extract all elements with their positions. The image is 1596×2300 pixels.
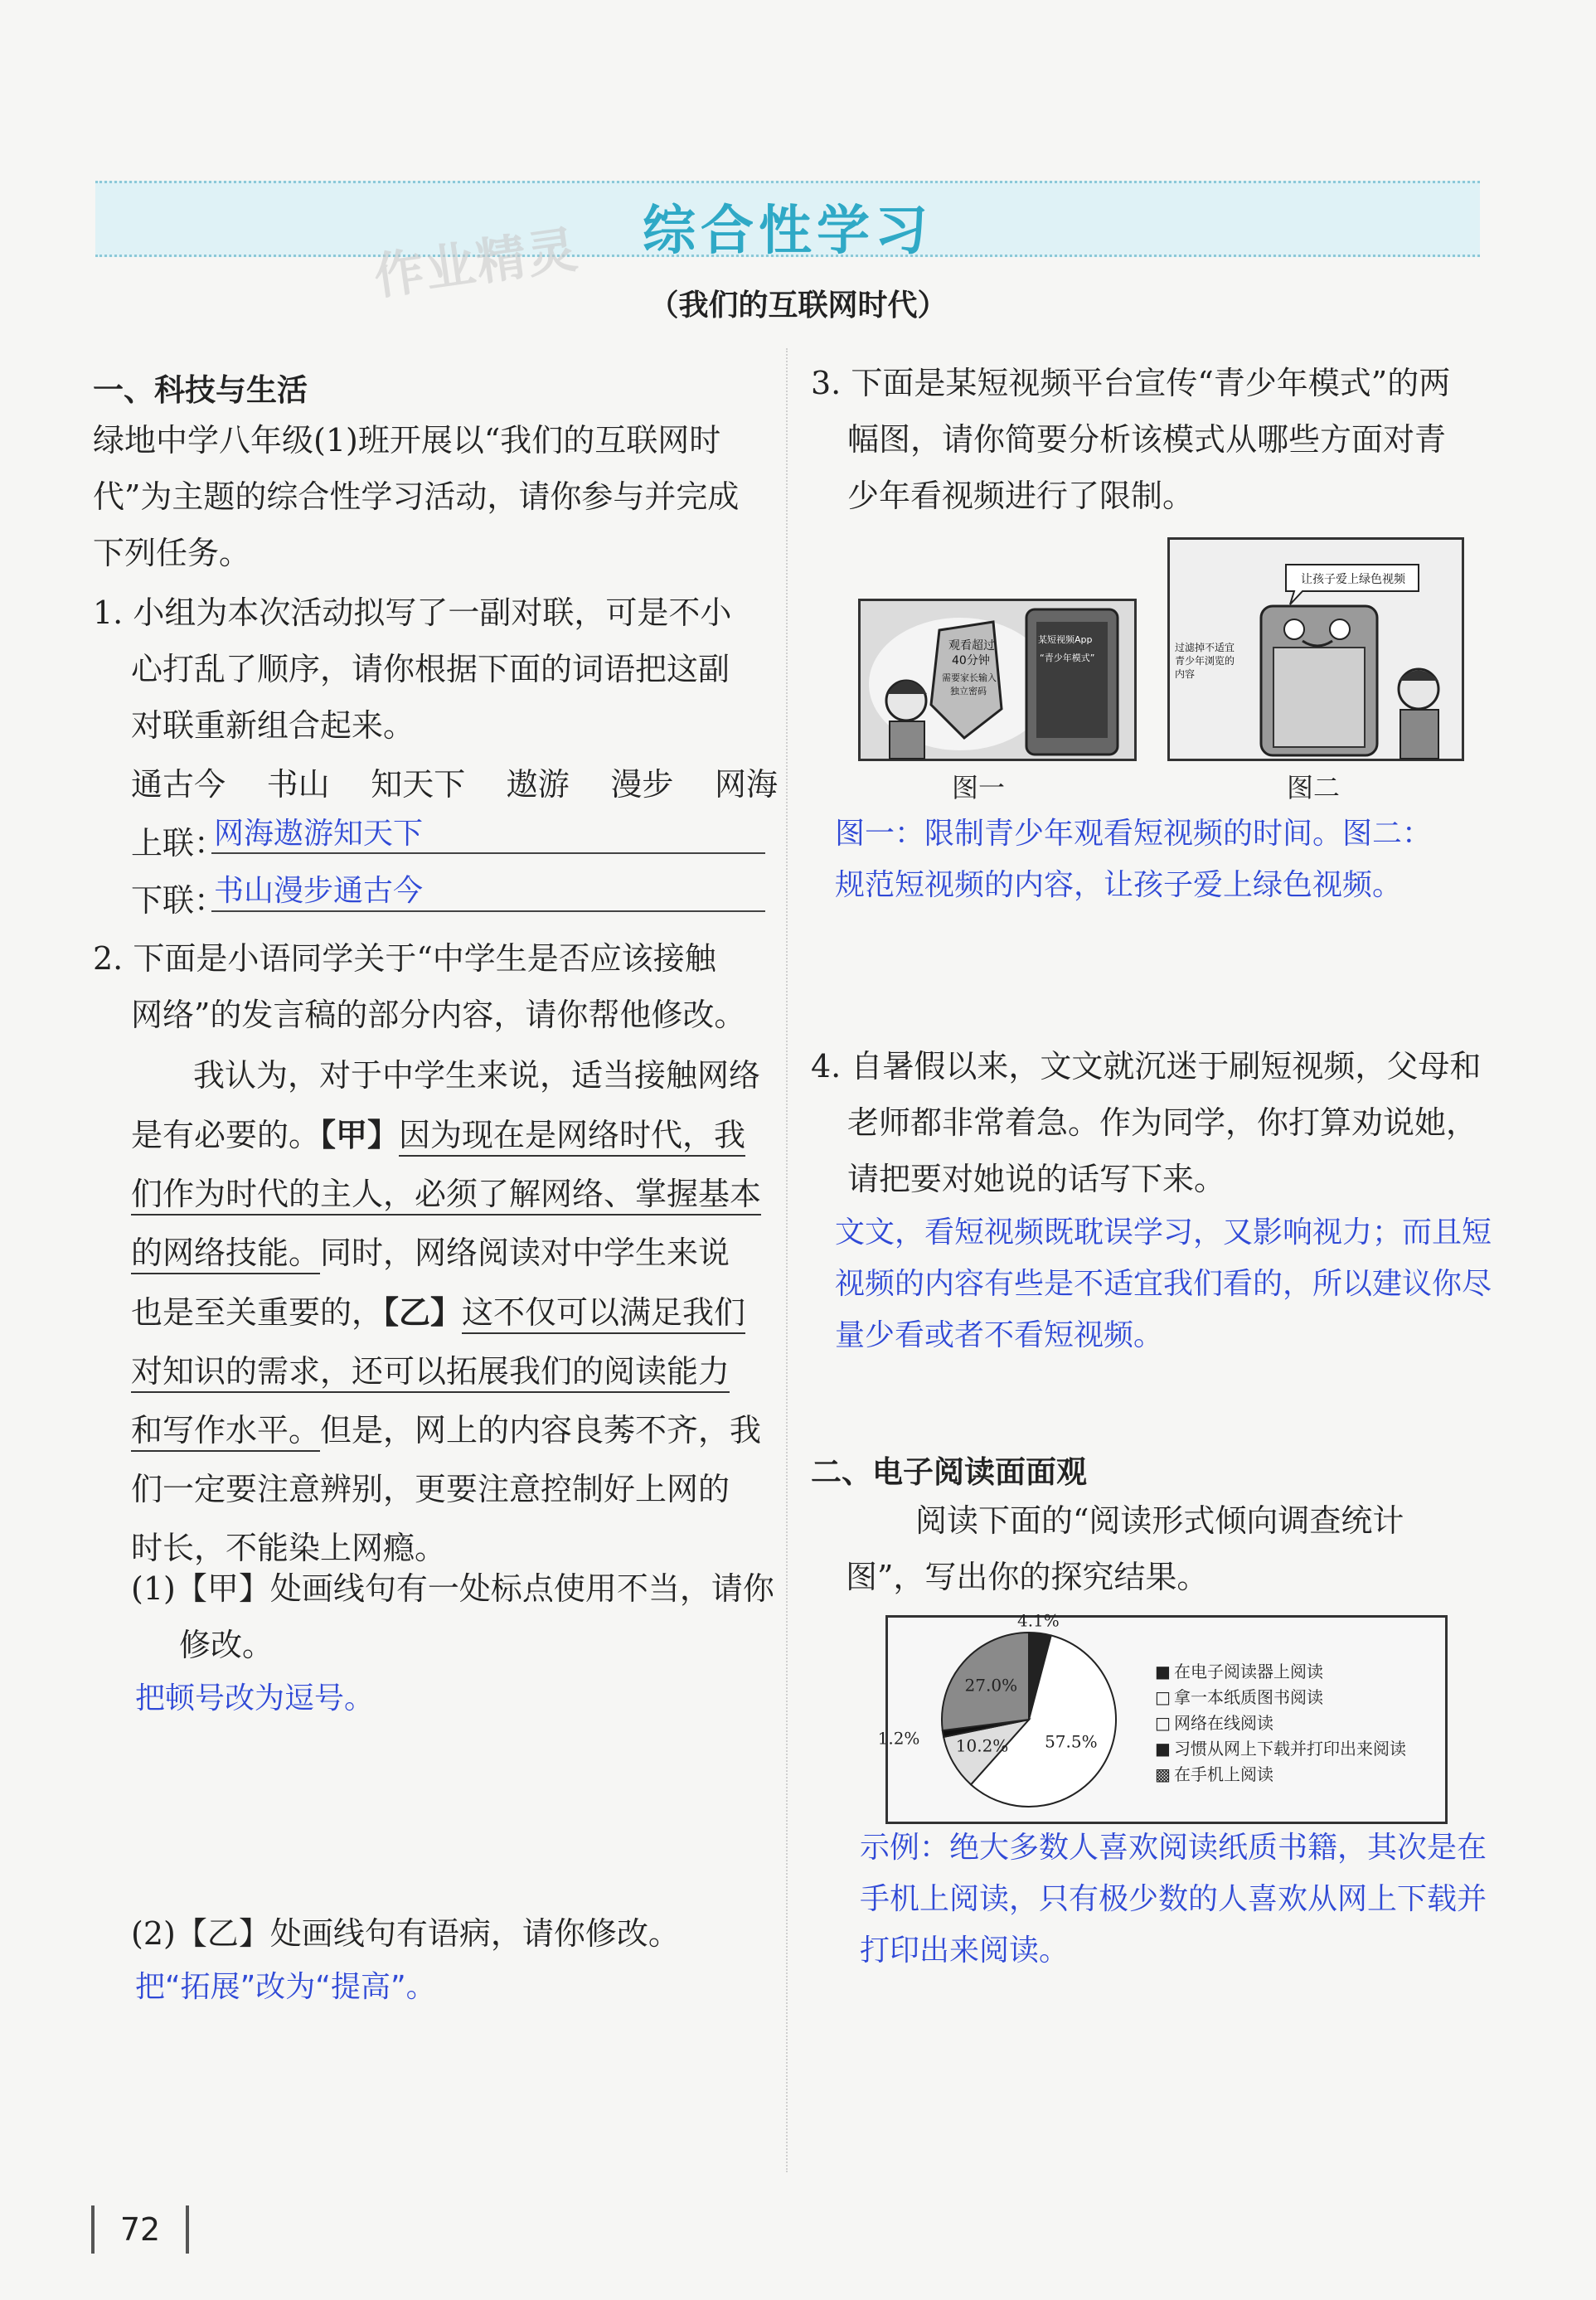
- answer-line: 图一：限制青少年观看短视频的时间。图二：: [835, 817, 1433, 851]
- word-bank: [131, 756, 778, 813]
- sub-question-1: [131, 1560, 778, 1673]
- question-line: 网络”的发言稿的部分内容，请你帮他修改。: [131, 997, 746, 1033]
- intro-line: 阅读下面的“阅读形式倾向调查统计: [915, 1502, 1404, 1539]
- fig1-text: 需要家长输入: [942, 672, 997, 683]
- legend-label: 在电子阅读器上阅读: [1174, 1662, 1323, 1681]
- figure-2-cartoon: [1170, 540, 1462, 759]
- intro-paragraph: [93, 412, 773, 581]
- answer-line: 手机上阅读，只有极少数的人喜欢从网上下载并: [860, 1882, 1487, 1916]
- intro-line: 下列任务。: [93, 535, 251, 571]
- sub-question-2: (2)【乙】处画线句有语病，请你修改。: [131, 1915, 680, 1952]
- subtitle: （我们的互联网时代）: [648, 289, 948, 323]
- word-item: 遨游: [506, 766, 570, 803]
- speech-line: 是有必要的。【甲】因为现在是网络时代，我: [131, 1105, 778, 1165]
- pie-value-label: 4.1%: [1016, 1610, 1060, 1631]
- speech-line: 我认为，对于中学生来说，适当接触网络: [193, 1057, 761, 1094]
- question-line: 4. 自暑假以来，文文就沉迷于刷短视频，父母和: [811, 1048, 1482, 1084]
- fig1-text: 独立密码: [950, 686, 987, 696]
- answer-line: 规范短视频的内容，让孩子爱上绿色视频。: [835, 868, 1403, 902]
- legend-marker: □: [1155, 1687, 1171, 1707]
- question-line: 1. 小组为本次活动拟写了一副对联，可是不小: [93, 594, 732, 631]
- legend-marker: ▩: [1155, 1764, 1171, 1784]
- question-line: 少年看视频进行了限制。: [847, 478, 1195, 514]
- figure-1-image: [858, 599, 1137, 761]
- figure-1-caption: 图一: [952, 772, 1006, 803]
- pie-value-label: 57.5%: [1045, 1731, 1098, 1752]
- legend-marker: □: [1155, 1713, 1171, 1733]
- fig1-text: 某短视频App: [1038, 634, 1093, 645]
- speech-line: 时长，不能染上网瘾。: [131, 1530, 447, 1566]
- legend-label: 拿一本纸质图书阅读: [1174, 1687, 1323, 1707]
- word-item: 网海: [714, 766, 778, 803]
- answer-line: 示例：绝大多数人喜欢阅读纸质书籍，其次是在: [860, 1831, 1487, 1865]
- fig1-text: 40分钟: [952, 654, 990, 667]
- section-2-intro: [846, 1492, 1509, 1605]
- question-line: (1)【甲】处画线句有一处标点使用不当，请你: [131, 1570, 774, 1607]
- page-title: 综合性学习: [643, 201, 933, 262]
- question-4: [811, 1038, 1499, 1207]
- pie-value-label: 27.0%: [964, 1675, 1018, 1696]
- pie-value-label: 10.2%: [955, 1735, 1009, 1756]
- intro-line: 绿地中学八年级(1)班开展以“我们的互联网时: [93, 422, 721, 459]
- fig2-text: 青少年浏览的: [1175, 655, 1235, 667]
- answer-line: 文文，看短视频既耽误学习，又影响视力；而且短: [835, 1216, 1492, 1249]
- speech-line: 也是至关重要的，【乙】这不仅可以满足我们: [131, 1283, 778, 1342]
- page-number-box: [91, 2205, 189, 2254]
- answer-3: [835, 808, 1498, 911]
- answer-1: 把顿号改为逗号。: [135, 1681, 375, 1715]
- fig1-text: 观看超过: [948, 639, 995, 653]
- upper-couplet-answer: 网海遨游知天下: [214, 817, 424, 851]
- title-banner: [95, 181, 1480, 262]
- word-item: 通古今: [131, 766, 226, 803]
- question-line: 3. 下面是某短视频平台宣传“青少年模式”的两: [811, 365, 1451, 401]
- answer-5: [860, 1822, 1573, 1977]
- section-2-heading: 二、电子阅读面面观: [811, 1454, 1087, 1490]
- fig2-text: 让孩子爱上绿色视频: [1301, 573, 1405, 586]
- legend-marker: ■: [1155, 1739, 1171, 1759]
- legend-marker: ■: [1155, 1662, 1171, 1681]
- word-item: 知天下: [371, 766, 466, 803]
- answer-line: 打印出来阅读。: [860, 1934, 1070, 1968]
- word-item: 漫步: [610, 766, 674, 803]
- legend-label: 习惯从网上下载并打印出来阅读: [1174, 1739, 1406, 1759]
- question-line: 心打乱了顺序，请你根据下面的词语把这副: [131, 651, 730, 687]
- question-line: 幅图，请你简要分析该模式从哪些方面对青: [847, 421, 1447, 458]
- answer-4: [835, 1207, 1548, 1361]
- legend-label: 网络在线阅读: [1174, 1713, 1273, 1733]
- fig2-text: 内容: [1175, 668, 1196, 680]
- speech-excerpt: [131, 1046, 778, 1578]
- upper-couplet-label: 上联：: [131, 825, 226, 861]
- lower-couplet-label: 下联：: [131, 882, 226, 919]
- section-1-heading: 一、科技与生活: [93, 372, 308, 408]
- pie-chart-svg: [877, 1610, 1445, 1822]
- question-line: 请把要对她说的话写下来。: [847, 1161, 1226, 1197]
- question-3: [811, 355, 1499, 524]
- answer-2: 把“拓展”改为“提高”。: [135, 1970, 436, 2004]
- page-number: 72: [119, 2211, 161, 2248]
- watermark: 作业精灵: [371, 221, 583, 307]
- speech-line: 们作为时代的主人，必须了解网络、掌握基本: [131, 1165, 778, 1224]
- answer-line: 视频的内容有些是不适宜我们看的，所以建议你尽: [835, 1267, 1492, 1301]
- figure-2-caption: 图二: [1287, 772, 1341, 803]
- question-2: [93, 930, 773, 1043]
- speech-line: 们一定要注意辨别，更要注意控制好上网的: [131, 1471, 730, 1507]
- question-line: 2. 下面是小语同学关于“中学生是否应该接触: [93, 940, 716, 977]
- speech-line: 的网络技能。同时，网络阅读对中学生来说: [131, 1224, 778, 1283]
- fig2-text: 过滤掉不适宜: [1175, 642, 1235, 653]
- figure-1-cartoon: [861, 601, 1134, 759]
- question-line: 老师都非常着急。作为同学，你打算劝说她，: [847, 1104, 1478, 1141]
- lower-couplet-answer: 书山漫步通古今: [214, 874, 424, 908]
- word-item: 书山: [266, 766, 330, 803]
- column-divider: [786, 348, 788, 2172]
- pie-value-label: 1.2%: [877, 1728, 920, 1749]
- figure-2-image: [1167, 537, 1464, 761]
- intro-line: 代”为主题的综合性学习活动，请你参与并完成: [93, 478, 740, 515]
- question-line: 对联重新组合起来。: [131, 707, 415, 744]
- question-line: 修改。: [179, 1627, 274, 1663]
- fig1-text: “青少年模式”: [1040, 653, 1095, 663]
- question-1: [93, 585, 773, 754]
- intro-line: 图”，写出你的探究结果。: [846, 1559, 1209, 1595]
- speech-line: 和写作水平。但是，网上的内容良莠不齐，我: [131, 1401, 778, 1460]
- legend-label: 在手机上阅读: [1174, 1764, 1273, 1784]
- answer-line: 量少看或者不看短视频。: [835, 1318, 1164, 1352]
- speech-line: 对知识的需求，还可以拓展我们的阅读能力: [131, 1342, 778, 1401]
- reading-survey-chart: [877, 1610, 1448, 1824]
